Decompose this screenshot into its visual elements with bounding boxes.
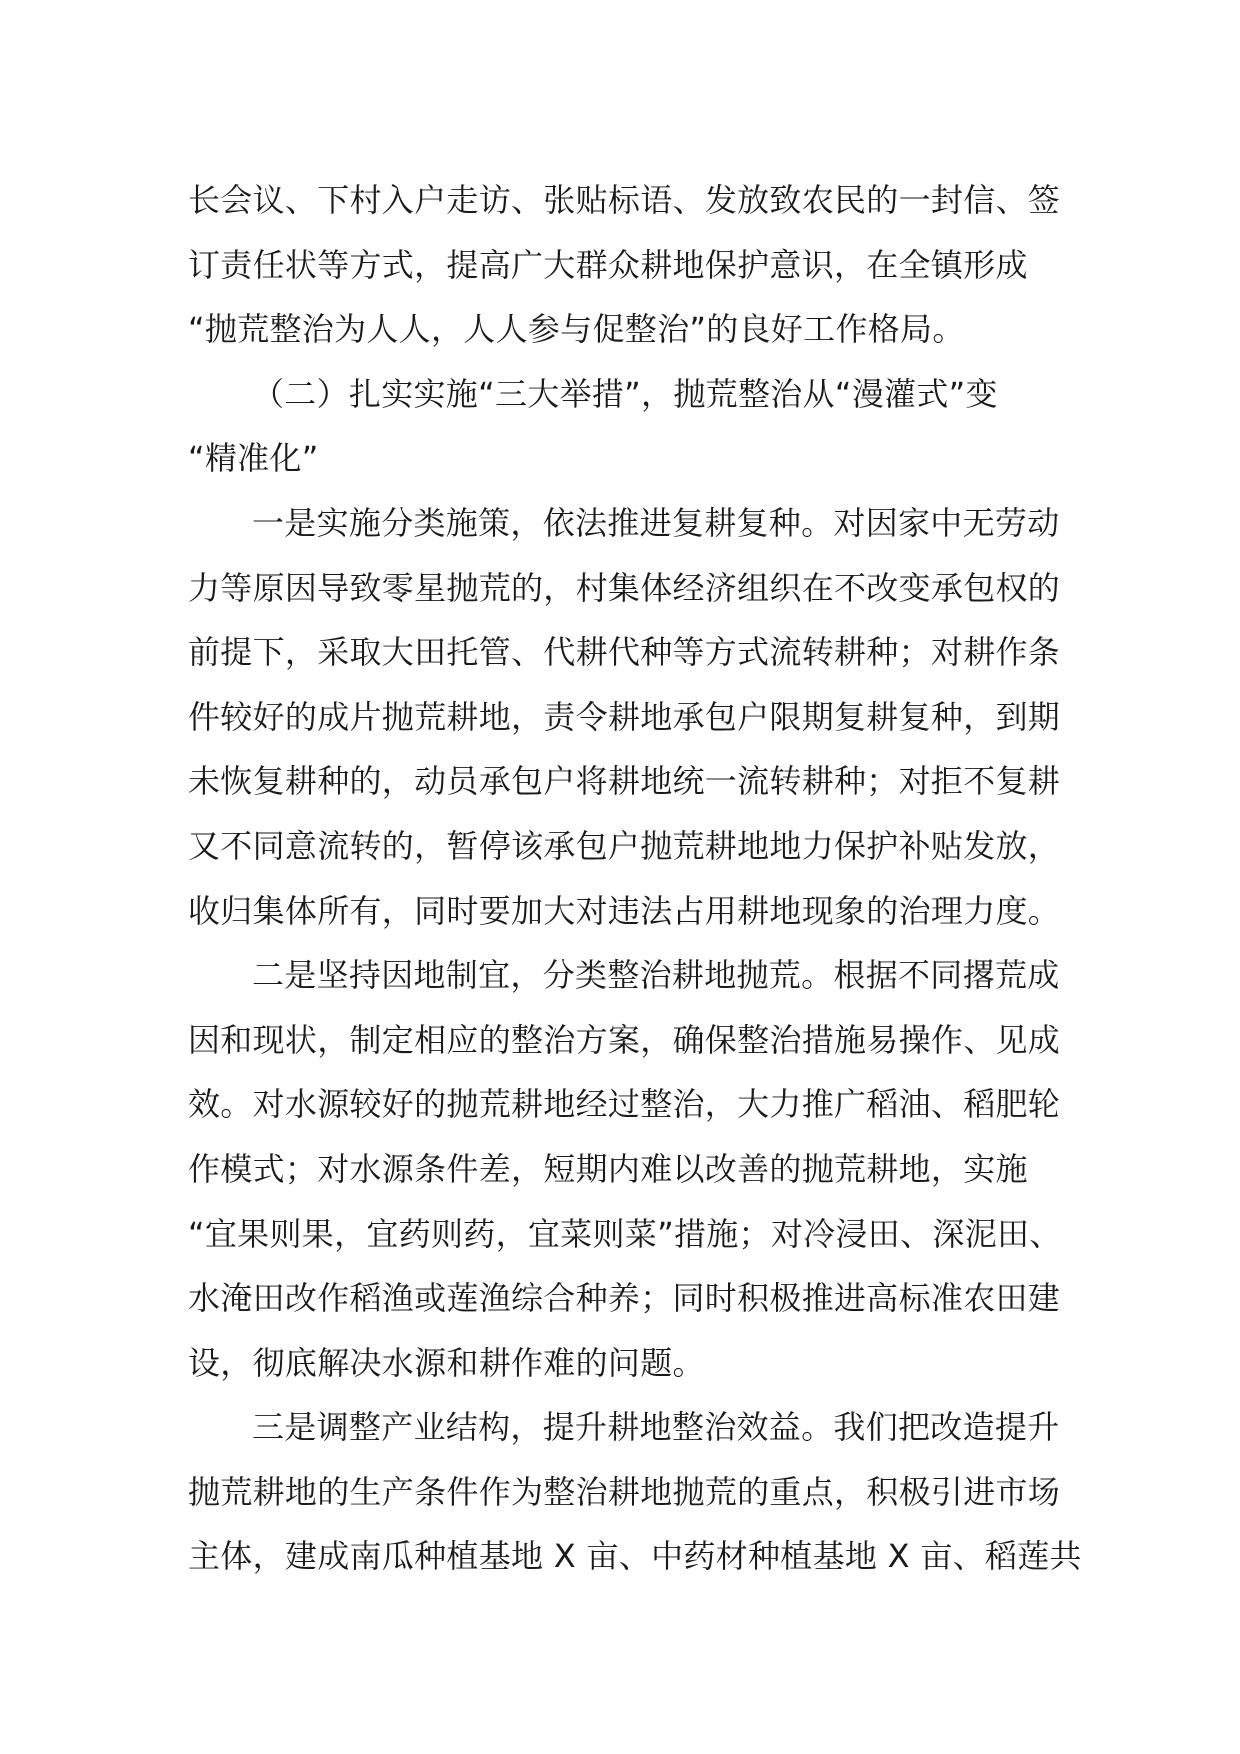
paragraph-line: “精准化” [188,439,319,478]
paragraph-line: 收归集体所有，同时要加大对违法占用耕地现象的治理力度。 [188,891,1061,930]
paragraph-line: 件较好的成片抛荒耕地，责令耕地承包户限期复耕复种，到期 [188,697,1061,736]
paragraph-line: 水淹田改作稻渔或莲渔综合种养；同时积极推进高标准农田建 [188,1279,1061,1318]
paragraph [188,943,1068,1395]
paragraph-line: 订责任状等方式，提高广大群众耕地保护意识，在全镇形成 [188,245,1028,284]
paragraph-line: 设，彻底解决水源和耕作难的问题。 [188,1343,705,1382]
paragraph [188,168,1068,362]
paragraph-line: 效。对水源较好的抛荒耕地经过整治，大力推广稻油、稻肥轮 [188,1085,1061,1124]
paragraph-line: “抛荒整治为人人，人人参与促整治”的良好工作格局。 [188,310,965,349]
paragraph [188,362,1068,491]
paragraph-line: 前提下，采取大田托管、代耕代种等方式流转耕种；对耕作条 [188,633,1061,672]
paragraph-line: 因和现状，制定相应的整治方案，确保整治措施易操作、见成 [188,1020,1061,1059]
paragraph-line: 未恢复耕种的，动员承包户将耕地统一流转耕种；对拒不复耕 [188,762,1061,801]
paragraph-line: 又不同意流转的，暂停该承包户抛荒耕地地力保护补贴发放， [188,826,1061,865]
paragraph-line: 三是调整产业结构，提升耕地整治效益。我们把改造提升 [252,1408,1060,1447]
paragraph-line: 一是实施分类施策，依法推进复耕复种。对因家中无劳动 [252,503,1060,542]
paragraph [188,1395,1082,1589]
paragraph-line: 力等原因导致零星抛荒的，村集体经济组织在不改变承包权的 [188,568,1061,607]
paragraph-line: 长会议、下村入户走访、张贴标语、发放致农民的一封信、签 [188,181,1061,219]
document-body [188,168,1082,1589]
paragraph-line: 抛荒耕地的生产条件作为整治耕地抛荒的重点，积极引进市场 [188,1472,1061,1511]
paragraph-line: 二是坚持因地制宜，分类整治耕地抛荒。根据不同撂荒成 [252,956,1060,995]
paragraph-line: 主体，建成南瓜种植基地 X 亩、中药材种植基地 X 亩、稻莲共 [188,1537,1082,1576]
paragraph-line: 作模式；对水源条件差，短期内难以改善的抛荒耕地，实施 [188,1149,1028,1188]
paragraph-line: “宜果则果，宜药则药，宜菜则菜”措施；对冷浸田、深泥田、 [188,1214,1062,1253]
paragraph [188,491,1068,943]
paragraph-line: （二）扎实实施“三大举措”，抛荒整治从“漫灌式”变 [252,374,998,413]
